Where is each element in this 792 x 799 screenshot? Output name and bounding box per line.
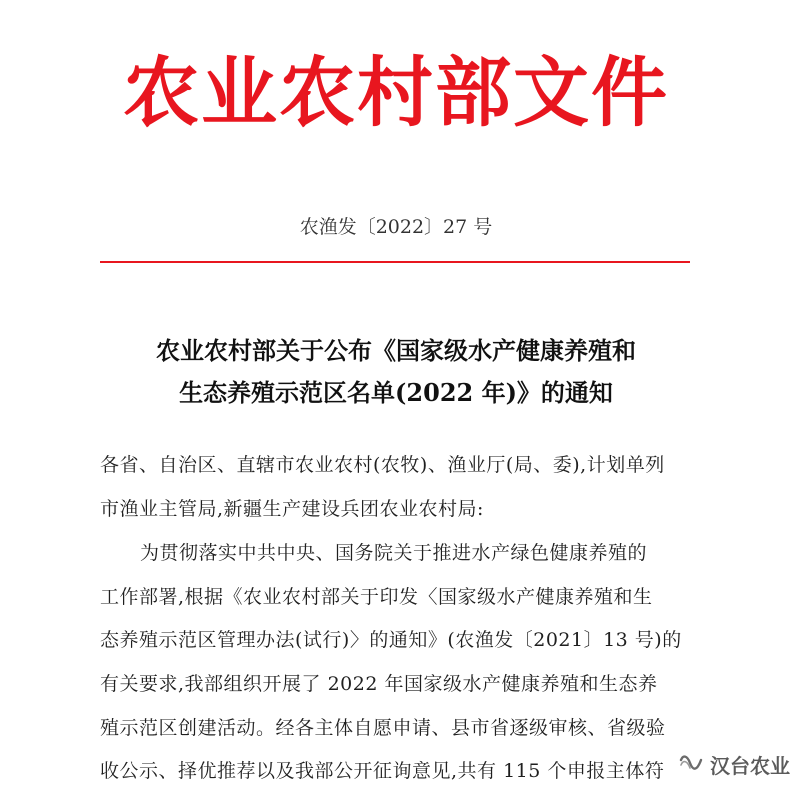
body-paragraph-line-6: 收公示、择优推荐以及我部公开征询意见,共有 115 个申报主体符 — [100, 760, 665, 782]
watermark-account-name: 汉台农业 — [710, 753, 790, 778]
addressee-line-2: 市渔业主管局,新疆生产建设兵团农业农村局: — [100, 498, 484, 520]
body-paragraph-line-1: 为贯彻落实中共中央、国务院关于推进水产绿色健康养殖的 — [140, 542, 648, 564]
wechat-channel-icon — [678, 751, 704, 777]
account-watermark — [676, 748, 792, 780]
notice-title-line-1: 农业农村部关于公布《国家级水产健康养殖和 — [156, 336, 636, 365]
body-paragraph-line-5: 殖示范区创建活动。经各主体自愿申请、县市省逐级审核、省级验 — [100, 717, 666, 739]
document-number: 农渔发〔2022〕27 号 — [299, 216, 493, 238]
red-divider-line — [100, 261, 690, 263]
body-paragraph-line-4: 有关要求,我部组织开展了 2022 年国家级水产健康养殖和生态养 — [100, 673, 658, 695]
masthead-title: 农业农村部文件 — [123, 48, 669, 137]
body-paragraph-line-3: 态养殖示范区管理办法(试行)〉的通知》(农渔发〔2021〕13 号)的 — [100, 629, 682, 651]
body-paragraph-line-2: 工作部署,根据《农业农村部关于印发〈国家级水产健康养殖和生 — [100, 586, 653, 608]
notice-title-line-2: 生态养殖示范区名单(2022 年)》的通知 — [179, 378, 613, 407]
addressee-line-1: 各省、自治区、直辖市农业农村(农牧)、渔业厅(局、委),计划单列 — [100, 454, 665, 476]
